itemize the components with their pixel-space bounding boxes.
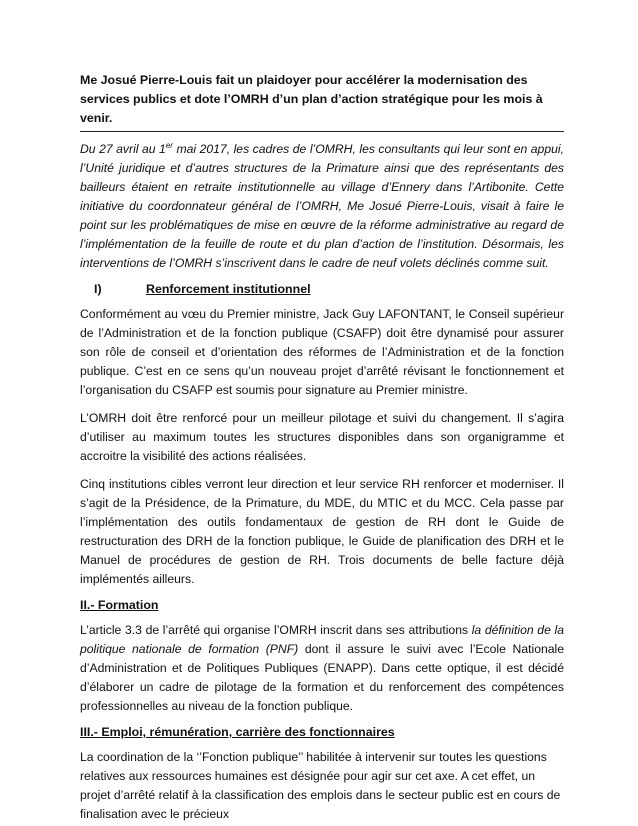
section-1-paragraph-1: Conformément au vœu du Premier ministre, Jack Guy LAFONTANT, le Conseil supérieur de l’Administration et de la fonction publique (CSAFP) doit être dynamisé pour assurer son rôle de conseil et d’orientation des réformes de l’Administration et de la fonction publique. C’est en ce sens qu’un nouveau projet d’arrêté révisant le fonctionnement et l’organisation du CSAFP est soumis pour signature au Premier ministre.: [80, 307, 564, 397]
article-title: Me Josué Pierre-Louis fait un plaidoyer pour accélérer la modernisation des services publics et dote l’OMRH d’un plan d’action stratégique pour les mois à venir.: [80, 73, 543, 125]
section-2-italic-text: la définition de la politique nationale de formation (PNF): [80, 623, 564, 656]
section-2-title: II.- Formation: [80, 598, 159, 612]
intro-paragraph: [80, 140, 564, 273]
section-3-paragraph: La coordination de la ‘’Fonction publique’’ habilitée à intervenir sur toutes les questions relatives aux ressources humaines est désignée pour agir sur cet axe. A cet effet, un projet d’arrêté relatif à la classification des emplois dans le secteur public est en cours de finalisation avec le précieux: [80, 750, 561, 821]
intro-superscript: er: [165, 140, 173, 150]
section-1-title: Renforcement institutionnel: [146, 282, 311, 296]
section-2-paragraph: [80, 621, 564, 716]
section-2-text-start: L’article 3.3 de l’arrêté qui organise l’OMRH inscrit dans ses attributions: [80, 623, 472, 637]
document-body: [80, 71, 564, 824]
intro-text-start: Du 27 avril au 1: [80, 142, 166, 156]
title-divider: [80, 131, 564, 132]
section-1-paragraph-3: Cinq institutions cibles verront leur direction et leur service RH renforcer et moderniser. Il s’agit de la Présidence, de la Primature, du MDE, du MTIC et du MCC. Cela passe par l’implémentation des outils fondamentaux de gestion de RH dont le Guide de restructuration des DRH de la fonction publique, le Guide de planification des DRH et le Manuel de procédures de gestion de RH. Trois documents de belle facture déjà implémentés ailleurs.: [80, 477, 564, 586]
section-2-text-rest: dont il assure le suivi avec l’Ecole Nationale d’Administration et de Politiques Publiques (ENAPP). Dans cette optique, il est décidé d’élaborer un cadre de pilotage de la formation et du renforcement des compétences professionnelles au niveau de la fonction publique.: [80, 642, 565, 713]
section-1-paragraph-2: L’OMRH doit être renforcé pour un meilleur pilotage et suivi du changement. Il s’agira d’utiliser au maximum toutes les structures disponibles dans son organigramme et accroitre la visibilité des actions réalisées.: [80, 411, 564, 463]
section-3-title: III.- Emploi, rémunération, carrière des fonctionnaires: [80, 725, 395, 739]
section-1-number: I): [94, 282, 102, 296]
intro-text-rest: mai 2017, les cadres de l’OMRH, les consultants qui leur sont en appui, l’Unité juridique et d’autres structures de la Primature ainsi que des représentants des bailleurs étaient en retraite institutionnelle au village d’Ennery dans l’Artibonite. Cette initiative du coordonnateur général de l’OMRH, Me Josué Pierre-Louis, visait à faire le point sur les problématiques de mise en œuvre de la réforme administrative au regard de l’implémentation de la feuille de route et du plan d’action de l’institution. Désormais, les interventions de l’OMRH s’inscrivent dans le cadre de neuf volets déclinés comme suit.: [80, 142, 564, 270]
section-1-heading: [80, 282, 564, 296]
